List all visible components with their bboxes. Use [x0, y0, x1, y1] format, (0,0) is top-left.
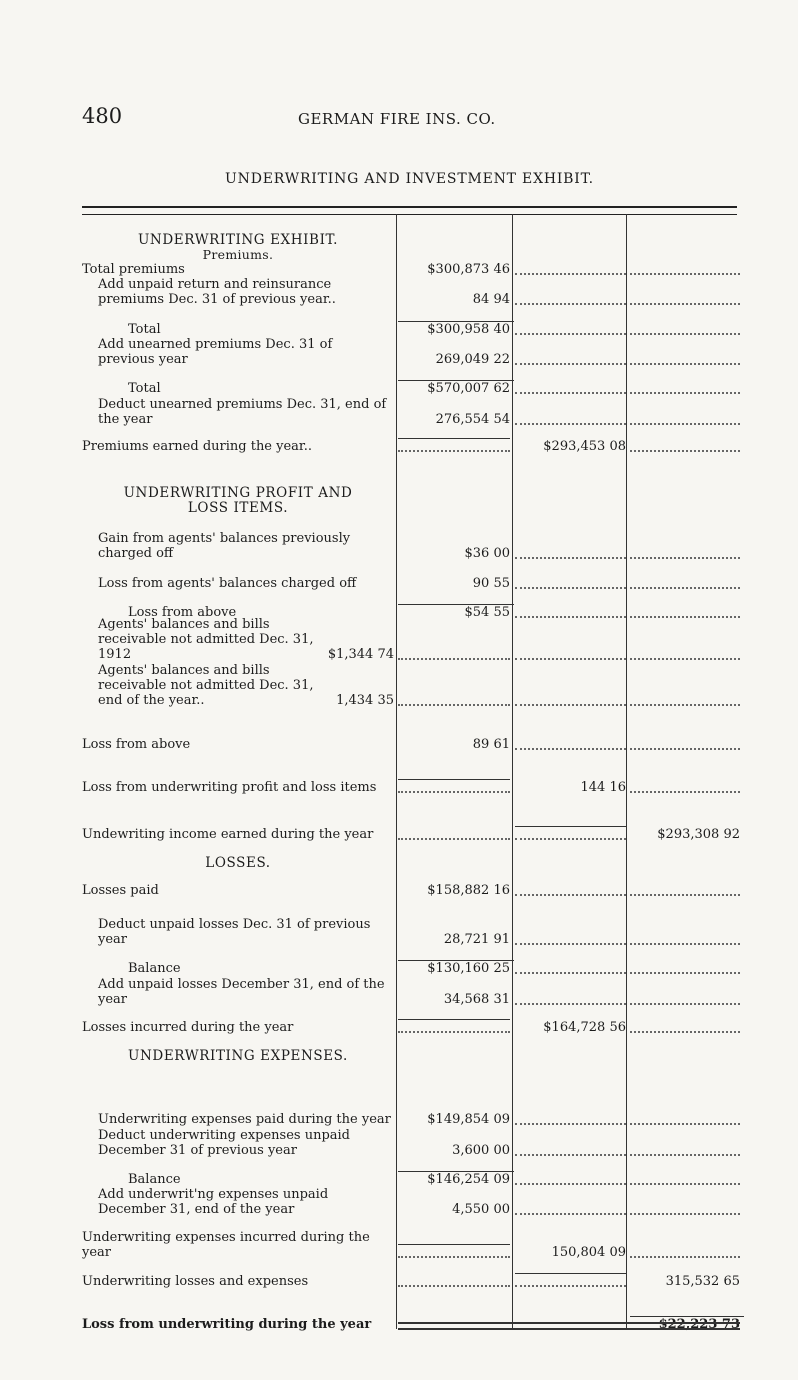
column-1-value: 4,550 00	[452, 1202, 510, 1217]
row-label: Losses paid	[82, 883, 159, 898]
dot-leader	[515, 1274, 626, 1287]
row-label: Loss from underwriting during the year	[82, 1317, 372, 1332]
section-heading-losses: LOSSES.	[205, 855, 271, 871]
dot-leader	[630, 1020, 740, 1033]
dot-leader	[515, 1202, 626, 1215]
top-double-rule	[82, 206, 737, 215]
column-1-value: 90 55	[472, 576, 510, 591]
column-1-value: 269,049 22	[435, 352, 510, 367]
column-1-value: 34,568 31	[443, 992, 510, 1007]
row-label: Agents' balances and bills receivable not admitted Dec. 31, 1912	[98, 617, 314, 662]
section-heading-expenses: UNDERWRITING EXPENSES.	[128, 1048, 348, 1064]
row-label: Underwriting expenses incurred during the year	[82, 1230, 370, 1260]
dot-leader	[515, 292, 626, 305]
dot-leader	[630, 262, 740, 275]
column-1-value: $570,007 62	[398, 380, 514, 396]
row-label: Loss from underwriting profit and loss items	[82, 780, 377, 795]
dot-leader	[398, 439, 510, 452]
dot-leader	[630, 647, 740, 660]
table-row	[82, 559, 742, 591]
table-row	[82, 1185, 742, 1217]
row-label: Premiums earned during the year..	[82, 439, 312, 454]
dot-leader	[630, 1112, 740, 1125]
column-1-value: 89 61	[472, 737, 510, 752]
section-heading-underwriting: UNDERWRITING EXHIBIT.	[137, 232, 339, 248]
table-row	[82, 1228, 742, 1260]
section-heading-profit-loss-2: LOSS ITEMS.	[187, 500, 289, 516]
dot-leader	[515, 961, 626, 974]
inner-value: 1,434 35	[336, 693, 394, 708]
table-row	[82, 866, 742, 898]
dot-leader	[398, 1020, 510, 1033]
table-row	[82, 810, 742, 842]
table-row	[82, 305, 742, 337]
column-2-value: 150,804 09	[551, 1245, 626, 1260]
row-label: Add unearned premiums Dec. 31 of previous year	[98, 337, 333, 367]
row-label: Gain from agents' balances previously charged off	[98, 531, 351, 561]
table-row	[82, 335, 742, 367]
row-label: Underwriting expenses paid during the year	[98, 1112, 391, 1127]
column-1-value: $300,958 40	[398, 321, 514, 337]
bottom-double-rule	[398, 1322, 740, 1330]
dot-leader	[630, 292, 740, 305]
dot-leader	[630, 961, 740, 974]
dot-leader	[515, 1172, 626, 1185]
dot-leader	[630, 1202, 740, 1215]
table-row	[82, 1155, 742, 1187]
dot-leader	[630, 439, 740, 452]
column-1-value: $146,254 09	[398, 1171, 514, 1187]
row-label: Total	[128, 322, 161, 337]
row-label: Loss from above	[128, 605, 237, 620]
table-row	[82, 588, 742, 620]
table-row	[82, 915, 742, 947]
table-row	[82, 1095, 742, 1127]
dot-leader	[515, 322, 626, 335]
column-1-value: $158,882 16	[427, 883, 510, 898]
table-row	[82, 720, 742, 752]
dot-leader	[398, 827, 510, 840]
row-label: Undewriting income earned during the year	[82, 827, 374, 842]
dot-leader	[630, 381, 740, 394]
column-1-value: $36 00	[464, 546, 510, 561]
dot-leader	[630, 693, 740, 706]
dot-leader	[630, 605, 740, 618]
dot-leader	[630, 883, 740, 896]
column-1-value: 3,600 00	[452, 1143, 510, 1158]
table-row	[82, 944, 742, 976]
table-row	[82, 245, 742, 277]
dot-leader	[630, 546, 740, 559]
row-label: Deduct unearned premiums Dec. 31, end of the year	[98, 397, 387, 427]
row-label: Agents' balances and bills receivable not admitted Dec. 31, end of the year..	[98, 663, 314, 708]
column-2-value: $293,453 08	[543, 439, 626, 454]
page-number: 480	[82, 104, 123, 128]
row-label: Loss from agents' balances charged off	[98, 576, 357, 591]
running-head: GERMAN FIRE INS. CO.	[298, 110, 496, 128]
column-1-value: $54 55	[398, 604, 514, 620]
row-label: Balance	[128, 1172, 181, 1187]
column-1-value: 84 94	[472, 292, 510, 307]
column-2-value: 144 16	[580, 780, 626, 795]
row-label: Total premiums	[82, 262, 185, 277]
dot-leader	[398, 647, 510, 660]
row-label: Losses incurred during the year	[82, 1020, 294, 1035]
column-2-value: $164,728 56	[543, 1020, 626, 1035]
section-heading-profit-loss: UNDERWRITING PROFIT AND	[123, 485, 353, 501]
table-row	[82, 422, 742, 454]
row-label: Total	[128, 381, 161, 396]
table-row	[82, 663, 742, 708]
dot-leader	[630, 1172, 740, 1185]
dot-leader	[515, 1112, 626, 1125]
table-row	[82, 1257, 742, 1289]
exhibit-title: UNDERWRITING AND INVESTMENT EXHIBIT.	[225, 171, 594, 187]
dot-leader	[515, 693, 626, 706]
dot-leader	[398, 1274, 510, 1287]
row-label: Add underwrit'ng expenses unpaid December 31, end of the year	[98, 1187, 329, 1217]
row-label: Deduct underwriting expenses unpaid December 31 of previous year	[98, 1128, 351, 1158]
dot-leader	[515, 827, 626, 840]
dot-leader	[515, 605, 626, 618]
column-3-value: $22,223 73	[630, 1316, 744, 1332]
row-label: Underwriting losses and expenses	[82, 1274, 309, 1289]
dot-leader	[515, 381, 626, 394]
table-row	[82, 364, 742, 396]
column-1-value: 276,554 54	[435, 412, 510, 427]
dot-leader	[515, 262, 626, 275]
dot-leader	[515, 883, 626, 896]
page-header	[82, 104, 742, 134]
column-3-value: 315,532 65	[665, 1274, 740, 1289]
column-3-value: $293,308 92	[657, 827, 740, 842]
table-row	[82, 529, 742, 561]
table-row	[82, 1126, 742, 1158]
column-1-value: $300,873 46	[427, 262, 510, 277]
dot-leader	[630, 737, 740, 750]
dot-leader	[398, 693, 510, 706]
column-1-value: $130,160 25	[398, 960, 514, 976]
row-label: Loss from above	[82, 737, 191, 752]
column-1-value: 28,721 91	[443, 932, 510, 947]
dot-leader	[515, 546, 626, 559]
table-row	[82, 763, 742, 795]
dot-leader	[515, 737, 626, 750]
section-subheading-premiums: Premiums.	[202, 247, 274, 262]
row-label: Deduct unpaid losses Dec. 31 of previous year	[98, 917, 371, 947]
dot-leader	[630, 322, 740, 335]
table-row	[82, 1003, 742, 1035]
row-label: Balance	[128, 961, 181, 976]
dot-leader	[515, 647, 626, 660]
dot-leader	[398, 780, 510, 793]
dot-leader	[630, 780, 740, 793]
table-row	[82, 617, 742, 662]
row-label: Add unpaid losses December 31, end of the year	[98, 977, 385, 1007]
table-row	[82, 275, 742, 307]
row-label: Add unpaid return and reinsurance premiums Dec. 31 of previous year..	[98, 277, 336, 307]
inner-value: $1,344 74	[327, 647, 394, 662]
column-1-value: $149,854 09	[427, 1112, 510, 1127]
